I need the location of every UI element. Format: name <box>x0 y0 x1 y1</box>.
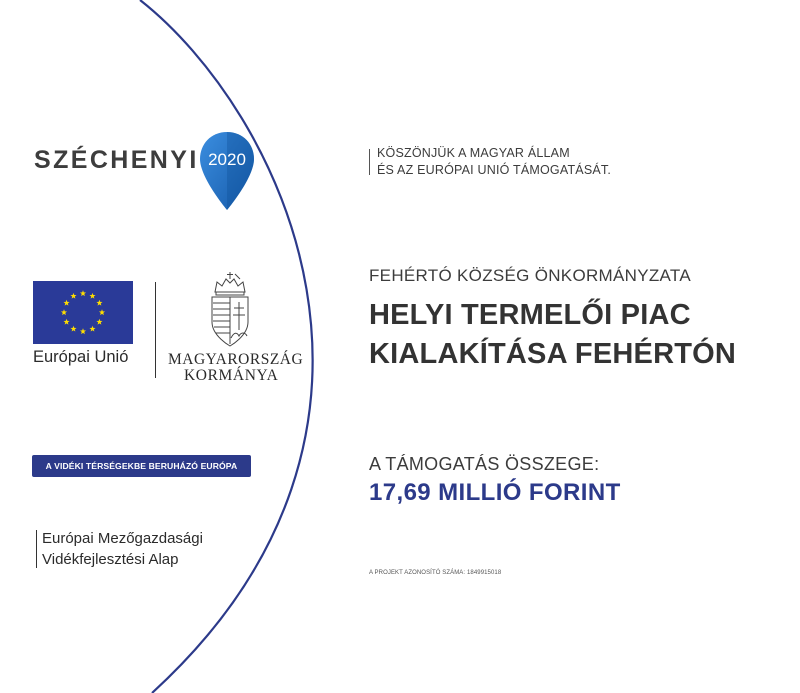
thanks-text <box>377 145 611 179</box>
szechenyi-2020-pin-icon <box>198 130 256 212</box>
project-id: A PROJEKT AZONOSÍTÓ SZÁMA: 1849915018 <box>369 570 502 576</box>
beneficiary-organization: FEHÉRTÓ KÖZSÉG ÖNKORMÁNYZATA <box>369 266 691 285</box>
support-amount-label: A TÁMOGATÁS ÖSSZEGE: <box>369 454 600 474</box>
thanks-line-1: KÖSZÖNJÜK A MAGYAR ÁLLAM <box>377 146 570 160</box>
support-amount: 17,69 MILLIÓ FORINT <box>369 479 621 506</box>
fund-line-1: Európai Mezőgazdasági <box>42 530 203 547</box>
fund-name <box>42 528 203 570</box>
szechenyi-logo-text: SZÉCHENYI <box>34 146 199 174</box>
government-line-1: MAGYARORSZÁG <box>168 351 304 368</box>
rural-europe-banner: A VIDÉKI TÉRSÉGEKBE BERUHÁZÓ EURÓPA <box>32 455 251 477</box>
eu-flag-icon <box>33 281 133 344</box>
eu-label: Európai Unió <box>33 348 129 366</box>
thanks-line-2: ÉS AZ EURÓPAI UNIÓ TÁMOGATÁSÁT. <box>377 163 612 177</box>
project-title-line-1: HELYI TERMELŐI PIAC <box>369 299 691 331</box>
government-line-2: KORMÁNYA <box>184 367 279 384</box>
logo-separator <box>155 282 156 378</box>
project-title <box>369 296 736 374</box>
fund-divider <box>36 530 37 568</box>
fund-line-2: Vidékfejlesztési Alap <box>42 551 179 568</box>
szechenyi-year: 2020 <box>208 150 246 169</box>
thanks-divider <box>369 149 370 175</box>
coat-of-arms-icon <box>205 270 255 350</box>
project-title-line-2: KIALAKÍTÁSA FEHÉRTÓN <box>369 338 737 370</box>
